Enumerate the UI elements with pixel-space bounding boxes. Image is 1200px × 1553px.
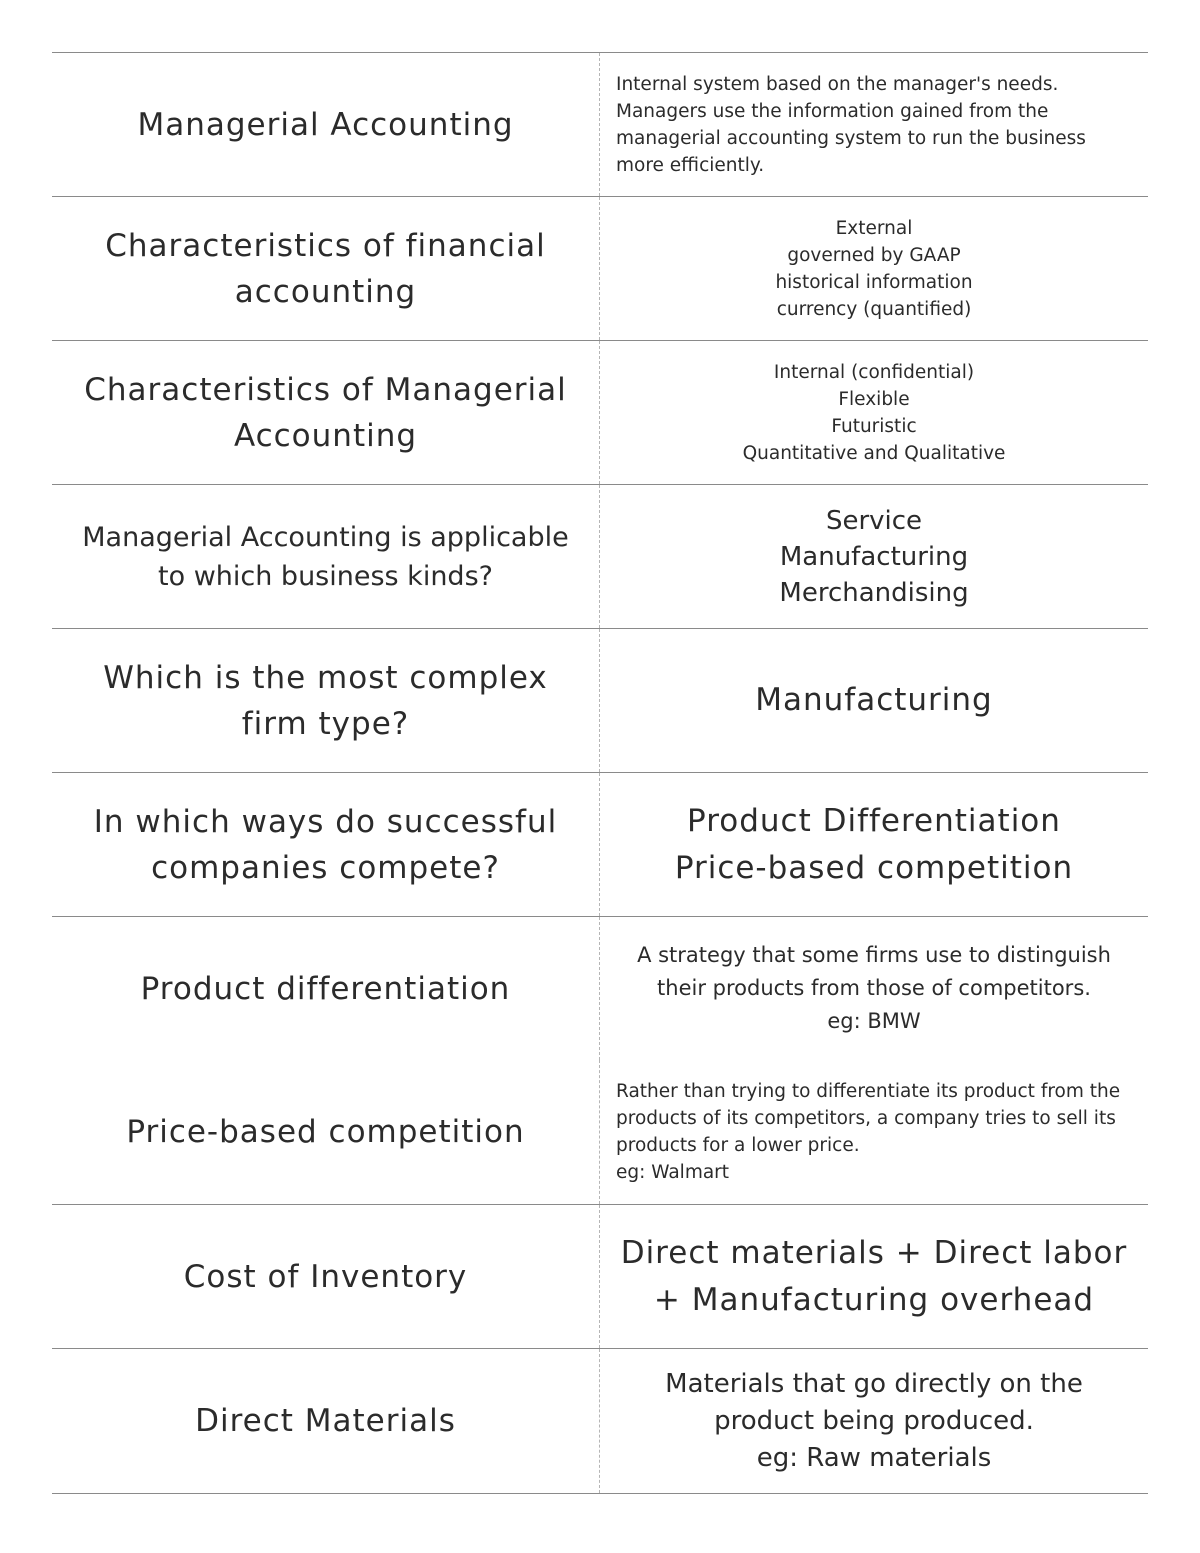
term-cell: Which is the most complex firm type? [103,659,548,742]
flashcard-row [52,772,1148,916]
definition-cell: Internal system based on the manager's needs. Managers use the information gained from the managerial accounting system to run the business more efficiently. [599,53,1148,196]
term-cell: Price-based competition [126,1114,525,1150]
definition-cell: Internal (confidential) Flexible Futuristic Quantitative and Qualitative [599,341,1148,484]
flashcard-row [52,196,1148,340]
flashcard-row [52,340,1148,484]
flashcard-row [52,52,1148,196]
definition-cell: Manufacturing [599,629,1148,772]
term-cell: Characteristics of Managerial Accounting [84,371,567,454]
definition-cell: Service Manufacturing Merchandising [599,485,1148,628]
term-cell: Managerial Accounting [137,106,514,143]
flashcard-row [52,484,1148,628]
term-cell: Characteristics of financial accounting [105,227,546,310]
term-cell: Managerial Accounting is applicable to which business kinds? [82,521,569,592]
definition-cell: Materials that go directly on the product being produced. eg: Raw materials [599,1349,1148,1493]
flashcard-sheet [52,52,1148,1494]
term-cell: Product differentiation [140,970,511,1007]
term-cell: Direct Materials [195,1403,456,1439]
definition-cell: Product Differentiation Price-based competition [599,773,1148,916]
flashcard-row [52,1060,1148,1204]
flashcard-row [52,1204,1148,1348]
term-cell: Cost of Inventory [183,1258,468,1295]
flashcard-row [52,628,1148,772]
term-cell: In which ways do successful companies compete? [93,803,558,886]
definition-cell: External governed by GAAP historical information currency (quantified) [599,197,1148,340]
definition-cell: Rather than trying to differentiate its product from the products of its competitors, a company tries to sell its products for a lower price. eg: Walmart [599,1060,1148,1204]
definition-cell: A strategy that some firms use to distinguish their products from those of competitors. eg: BMW [599,917,1148,1060]
flashcard-row [52,1348,1148,1494]
flashcard-row [52,916,1148,1060]
definition-cell: Direct materials + Direct labor + Manufacturing overhead [599,1205,1148,1348]
